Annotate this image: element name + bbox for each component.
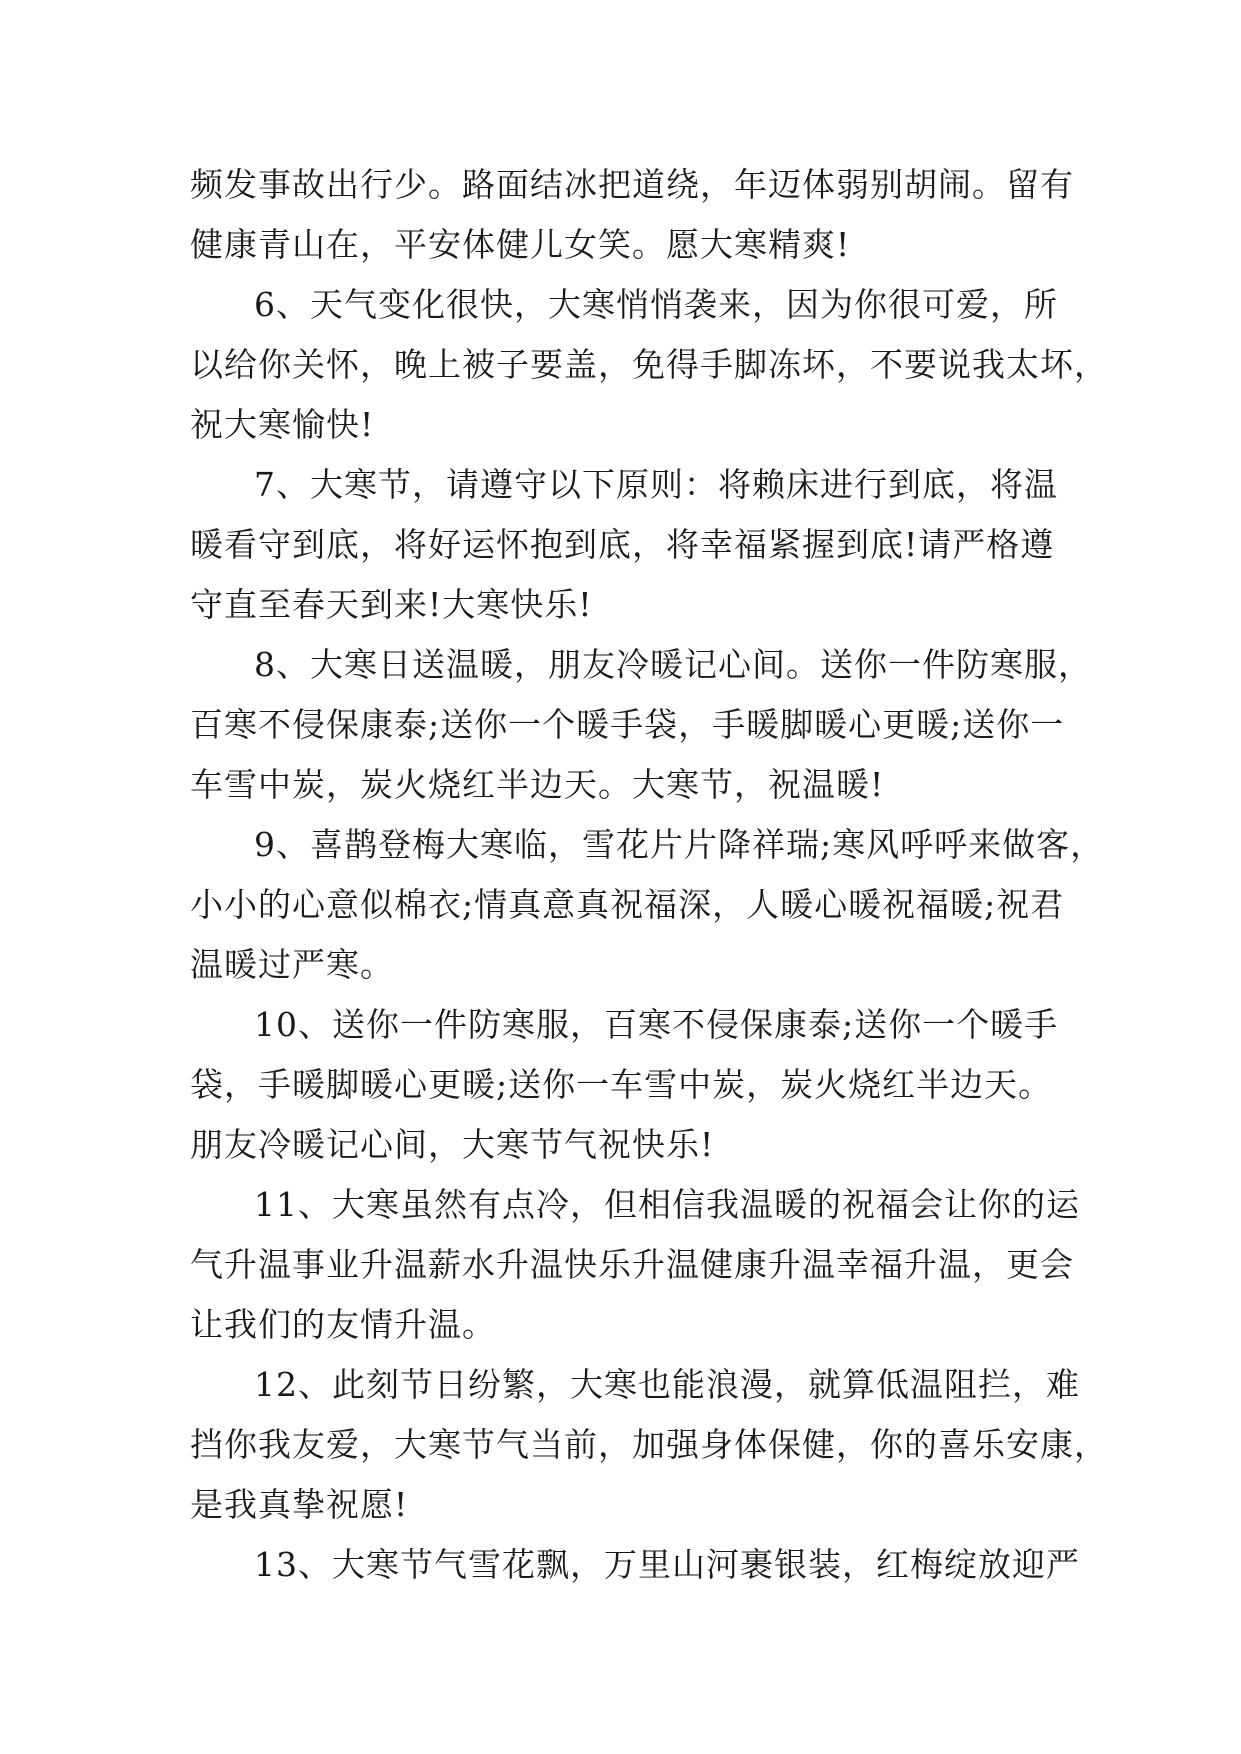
text-line: 9、喜鹊登梅大寒临，雪花片片降祥瑞;寒风呼呼来做客， bbox=[254, 825, 1105, 864]
document-body bbox=[190, 155, 1108, 1595]
text-line: 祝大寒愉快! bbox=[190, 405, 375, 444]
text-line: 7、大寒节，请遵守以下原则：将赖床进行到底，将温 bbox=[254, 465, 1058, 504]
text-line: 让我们的友情升温。 bbox=[190, 1305, 496, 1344]
text-line: 11、大寒虽然有点冷，但相信我温暖的祝福会让你的运 bbox=[254, 1185, 1080, 1224]
text-line: 以给你关怀，晚上被子要盖，免得手脚冻坏，不要说我太坏， bbox=[190, 345, 1108, 384]
text-line: 袋，手暖脚暖心更暖;送你一车雪中炭，炭火烧红半边天。 bbox=[190, 1065, 1053, 1104]
text-line: 13、大寒节气雪花飘，万里山河裹银装，红梅绽放迎严 bbox=[254, 1545, 1080, 1584]
text-line: 健康青山在，平安体健儿女笑。愿大寒精爽! bbox=[190, 225, 851, 264]
text-line: 挡你我友爱，大寒节气当前，加强身体保健，你的喜乐安康， bbox=[190, 1425, 1108, 1464]
text-line: 12、此刻节日纷繁，大寒也能浪漫，就算低温阻拦，难 bbox=[254, 1365, 1080, 1404]
text-line: 气升温事业升温薪水升温快乐升温健康升温幸福升温，更会 bbox=[190, 1245, 1074, 1284]
text-line: 百寒不侵保康泰;送你一个暖手袋，手暖脚暖心更暖;送你一 bbox=[190, 705, 1065, 744]
text-line: 10、送你一件防寒服，百寒不侵保康泰;送你一个暖手 bbox=[254, 1005, 1059, 1044]
text-line: 朋友冷暖记心间，大寒节气祝快乐! bbox=[190, 1125, 715, 1164]
text-line: 守直至春天到来!大寒快乐! bbox=[190, 585, 593, 624]
text-line: 频发事故出行少。路面结冰把道绕，年迈体弱别胡闹。留有 bbox=[190, 165, 1074, 204]
text-line: 车雪中炭，炭火烧红半边天。大寒节，祝温暖! bbox=[190, 765, 885, 804]
text-line: 6、天气变化很快，大寒悄悄袭来，因为你很可爱，所 bbox=[254, 285, 1058, 324]
text-line: 是我真挚祝愿! bbox=[190, 1485, 409, 1524]
text-line: 暖看守到底，将好运怀抱到底，将幸福紧握到底!请严格遵 bbox=[190, 525, 1055, 564]
text-line: 8、大寒日送温暖，朋友冷暖记心间。送你一件防寒服， bbox=[254, 645, 1092, 684]
text-line: 小小的心意似棉衣;情真意真祝福深，人暖心暖祝福暖;祝君 bbox=[190, 885, 1065, 924]
text-line: 温暖过严寒。 bbox=[190, 945, 394, 984]
